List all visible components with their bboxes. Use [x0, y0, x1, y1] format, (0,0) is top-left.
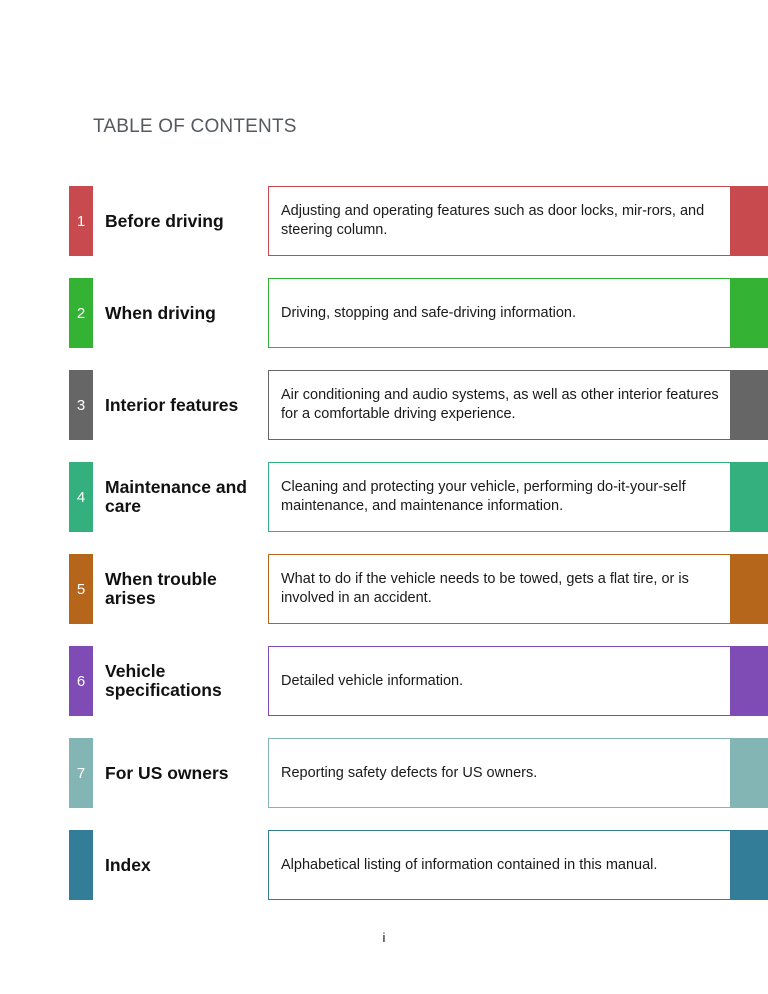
section-edge-tab	[730, 554, 768, 624]
section-title[interactable]: When trouble arises	[105, 569, 217, 608]
section-edge-tab	[730, 462, 768, 532]
section-number-tab: 2	[69, 278, 93, 348]
toc-section-for-us-owners[interactable]	[0, 738, 768, 808]
section-description: Cleaning and protecting your vehicle, performing do-it-your-self maintenance, and maintenance information.	[281, 479, 686, 514]
section-title[interactable]: Maintenance and care	[105, 477, 247, 516]
section-description-box	[268, 738, 731, 808]
section-description-box	[268, 278, 731, 348]
section-description: Air conditioning and audio systems, as well as other interior features for a comfortable driving experience.	[281, 387, 719, 422]
section-number-tab: 3	[69, 370, 93, 440]
toc-section-maintenance-and-care[interactable]	[0, 462, 768, 532]
section-number-tab: 6	[69, 646, 93, 716]
section-description: Driving, stopping and safe-driving information.	[281, 304, 576, 321]
toc-section-when-trouble-arises[interactable]	[0, 554, 768, 624]
section-edge-tab	[730, 738, 768, 808]
section-number-tab: 5	[69, 554, 93, 624]
section-description-box	[268, 462, 731, 532]
section-description-box	[268, 646, 731, 716]
section-title[interactable]: When driving	[105, 302, 216, 323]
section-edge-tab	[730, 186, 768, 256]
section-edge-tab	[730, 278, 768, 348]
section-description: Adjusting and operating features such as door locks, mir-rors, and steering column.	[281, 203, 705, 238]
section-edge-tab	[730, 830, 768, 900]
page-title: TABLE OF CONTENTS	[93, 116, 297, 137]
section-number-tab: 1	[69, 186, 93, 256]
section-title[interactable]: Interior features	[105, 394, 239, 415]
section-number-tab: 7	[69, 738, 93, 808]
section-edge-tab	[730, 646, 768, 716]
toc-section-before-driving[interactable]	[0, 186, 768, 256]
section-description-box	[268, 554, 731, 624]
toc-section-index[interactable]	[0, 830, 768, 900]
toc-section-interior-features[interactable]	[0, 370, 768, 440]
section-description-box	[268, 370, 731, 440]
section-description: What to do if the vehicle needs to be towed, gets a flat tire, or is involved in an accident.	[281, 571, 689, 606]
section-description: Reporting safety defects for US owners.	[281, 764, 538, 781]
section-description: Detailed vehicle information.	[281, 672, 464, 689]
toc-section-vehicle-specifications[interactable]	[0, 646, 768, 716]
section-number-tab	[69, 830, 93, 900]
section-number-tab: 4	[69, 462, 93, 532]
toc-section-when-driving[interactable]	[0, 278, 768, 348]
section-edge-tab	[730, 370, 768, 440]
section-title[interactable]: Vehicle specifications	[105, 661, 222, 700]
page-number: i	[382, 930, 386, 945]
section-description-box	[268, 830, 731, 900]
section-title[interactable]: Before driving	[105, 210, 224, 231]
section-description-box	[268, 186, 731, 256]
section-title[interactable]: For US owners	[105, 762, 229, 783]
section-description: Alphabetical listing of information contained in this manual.	[281, 856, 658, 873]
section-title[interactable]: Index	[105, 854, 151, 875]
